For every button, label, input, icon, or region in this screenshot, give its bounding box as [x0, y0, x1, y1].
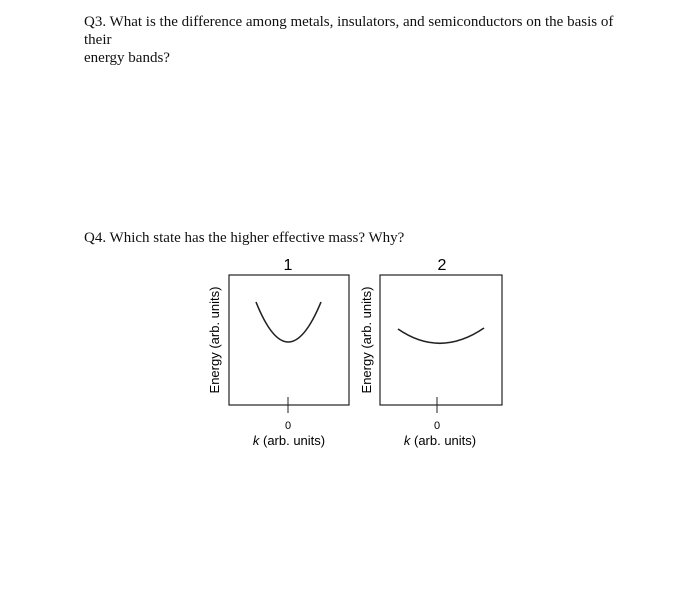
plot-1-tick-label: 0: [284, 420, 292, 432]
plot-1-label: 1: [283, 257, 293, 274]
plot-1-y-label: Energy (arb. units): [207, 286, 222, 394]
plot-1: [207, 257, 349, 448]
plot-2-tick-label: 0: [433, 420, 441, 432]
plot-2-frame: [380, 275, 502, 405]
plot-2-x-label-var: k: [403, 433, 411, 448]
plot-2-y-label: Energy (arb. units): [359, 286, 374, 394]
plot-1-band-curve: [256, 302, 321, 342]
question-3-line-2: energy bands?: [84, 50, 170, 66]
plot-1-x-label: [253, 433, 325, 448]
plot-2-label: 2: [437, 257, 447, 274]
plot-1-x-label-units: (arb. units): [259, 433, 326, 448]
plot-2: [359, 257, 502, 448]
question-3-line-1: Q3. What is the difference among metals, insulators, and semiconductors on the basis of their: [84, 14, 614, 48]
plot-2-x-label: [404, 433, 476, 448]
plot-1-x-label-var: k: [252, 433, 260, 448]
question-4: Q4. Which state has the higher effective mass? Why?: [84, 230, 405, 246]
plot-2-band-curve: [398, 328, 484, 343]
plot-1-frame: [229, 275, 349, 405]
plot-2-x-label-units: (arb. units): [410, 433, 477, 448]
